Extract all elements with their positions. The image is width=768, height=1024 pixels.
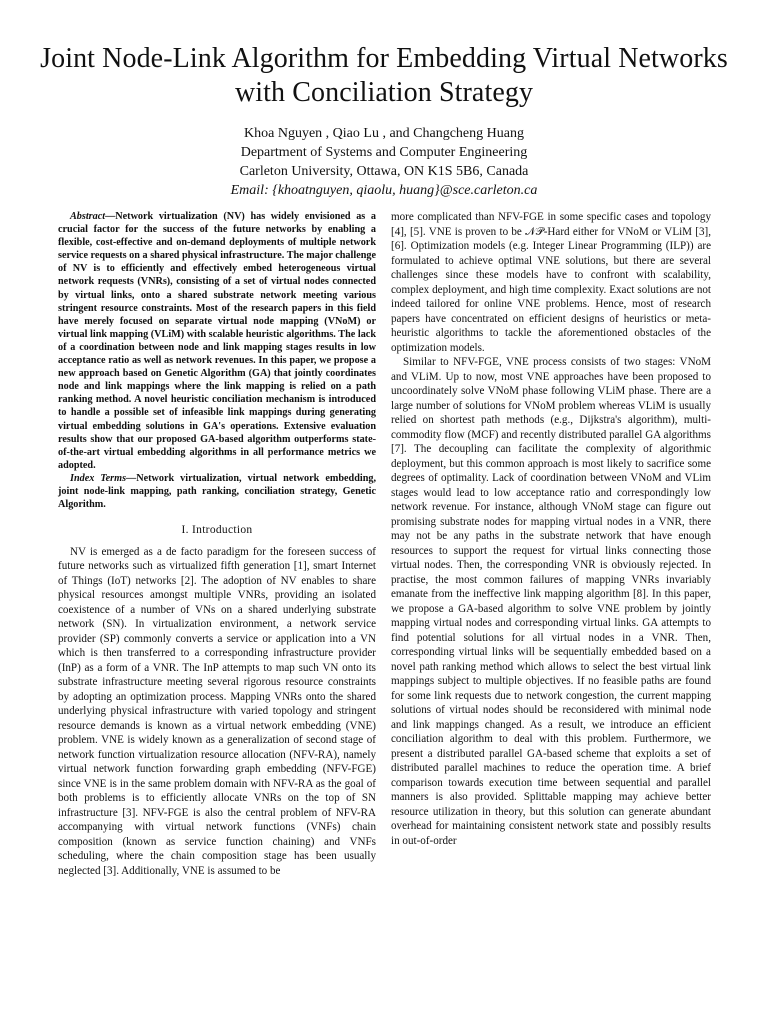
index-terms-text: —Network virtualization, virtual network embedding, joint node-link mapping, path ranking, conciliation strategy, Genetic Algorithm. bbox=[58, 472, 376, 511]
author-block bbox=[90, 124, 678, 200]
affiliation-university: Carleton University, Ottawa, ON K1S 5B6, Canada bbox=[239, 164, 529, 179]
abstract bbox=[58, 210, 376, 472]
intro-paragraph-1-continued: more complicated than NFV-FGE in some specific cases and topology [4], [5]. VNE is proven to be 𝒩𝒫-Hard either for VNoM or VLiM [3], [6]. Optimization models (e.g. Integer Linear Programming (ILP)) are formulated to achieve optimal VNE solutions, but there are several challenges since these models have to confront with scalability, complex deployment, and high time complexity. Exact solutions are not indeed tailored for online VNE problems. Hence, most of research papers have concentrated on efficient designs of heuristics or meta-heuristic algorithms to tackle the aforementioned obstacles of the optimization models. bbox=[391, 211, 711, 354]
abstract-text: —Network virtualization (NV) has widely envisioned as a crucial factor for the success of the future networks by enabling a flexible, cost-effective and on-demand deployments of multiple network service requests on a shared physical infrastructure. The major challenge of NV is to efficiently and effectively embed heterogeneous virtual network requests (VNRs), consisting of a set of virtual nodes connected by virtual links, onto a shared substrate network meeting various stringent resource constraints. Most of the research papers in this field have merely focused on separate virtual node mapping (VNoM) or virtual link mapping (VLiM) with scalable heuristic algorithms. The lack of a coordination between node and link mapping stages results in low acceptance ratio as well as network revenues. In this paper, we propose a new approach based on Genetic Algorithm (GA) that jointly coordinates node and link mappings where the link mapping is relied on a path ranking method. A novel heuristic conciliation mechanism is introduced to handle a possible set of infeasible link mappings during generating virtual embedding solutions in GA's operations. Extensive evaluation results show that our proposed GA-based algorithm outperforms state-of-the-art virtual embedding algorithms in all performance metrics we adopted. bbox=[58, 211, 376, 471]
index-terms-lead: Index Terms bbox=[70, 472, 127, 484]
intro-paragraph-1: NV is emerged as a de facto paradigm for the foreseen success of future networks such as virtualized fifth generation [1], smart Internet of Things (IoT) networks [2]. The adoption of NV enables to share physical resources amongst multiple VNRs, providing an isolated coexistence of a number of VNs on a shared underlying substrate network (SN). In virtualization environment, a network service provider (SP) commonly converts a service or application into a VN which is then transferred to a corresponding infrastructure provider (InP) as a form of a VNR. The InP attempts to map such VN onto its substrate infrastructure meeting several rigorous resource constraints by adopting an optimization process. Mapping VNRs onto the shared underlying physical infrastructure with varied topology and stringent resource demands is known as a virtual network embedding (VNE) problem. VNE is widely known as a generalization of second stage of network function virtualization resource allocation (NFV-RA), namely virtual network function forwarding graph embedding (NFV-FGE) since VNE is in the same problem domain with NFV-RA as the goal of both problems is to efficiently allocate VNRs on the top of SN infrastructure [3]. NFV-FGE is also the central problem of NFV-RA accompanying with virtual network functions (VNFs) chain composition (known as service function chaining) and VNFs scheduling, where the chain composition stage has been usually neglected [3]. Additionally, VNE is assumed to be bbox=[58, 545, 376, 877]
right-column bbox=[391, 210, 711, 848]
affiliation-department: Department of Systems and Computer Engineering bbox=[240, 145, 528, 160]
author-email: Email: {khoatnguyen, qiaolu, huang}@sce.carleton.ca bbox=[230, 183, 538, 198]
paper-title: Joint Node-Link Algorithm for Embedding Virtual Networks with Conciliation Strategy bbox=[40, 43, 728, 108]
section-heading-introduction: I. Introduction bbox=[181, 524, 253, 537]
intro-paragraph-2: Similar to NFV-FGE, VNE process consists of two stages: VNoM and VLiM. Up to now, most VNE approaches have been proposed to uncoordinately solve VNoM phase following VLiM phase. There are a large number of solutions for VNoM problem whereas VLiM is usually relied on shortest path methods (e.g., Dijkstra's algorithm), multi-commodity flow (MCF) and recently distributed parallel GA algorithms [7]. The decoupling can facilitate the complexity of algorithmic deployment, but this common approach is most likely to sacrifice some degrees of optimality. Lack of coordination between VNoM and VLim stages would lead to low acceptance ratio and correspondingly low network revenue. For instance, although VNoM stage can figure out promising substrate nodes for mapping virtual nodes in a VNR, there may not be any paths in the substrate network that have enough resources to support the request for virtual links connecting those virtual nodes. Then, the corresponding VNR is obviously rejected. In practise, the most common failures of mapping VNRs invariably emanate from the ineffective link mapping algorithm [8]. In this paper, we propose a GA-based algorithm to solve VNE problem by jointly mapping virtual nodes and corresponding virtual links. GA attempts to find potential solutions for all virtual nodes in a VNR. Then, corresponding virtual links will be sequentially embedded based on a novel path ranking method which allows to select the best virtual link mappings subject to multiple objectives. If no feasible paths are found for some link requests due to network congestion, the current mapping solutions of virtual nodes should be reconsidered with minimal node and link mappings changed. As a result, we introduce an efficient conciliation algorithm to deal with this problem. Furthermore, we present a distributed parallel GA-based scheme that exploits a set of distributed parallel machines to reduce the operation time. A brief comparison towards execution time between sequential and parallel manners is also provided. Splittable mapping may achieve better resource utilization in theory, but this solution can generate abundant overhead for maintaining consistent network state and possibly results in out-of-order bbox=[391, 356, 711, 847]
index-terms bbox=[58, 472, 376, 511]
abstract-lead: Abstract bbox=[70, 211, 106, 222]
author-names: Khoa Nguyen , Qiao Lu , and Changcheng Huang bbox=[244, 126, 524, 141]
left-column bbox=[58, 210, 376, 878]
